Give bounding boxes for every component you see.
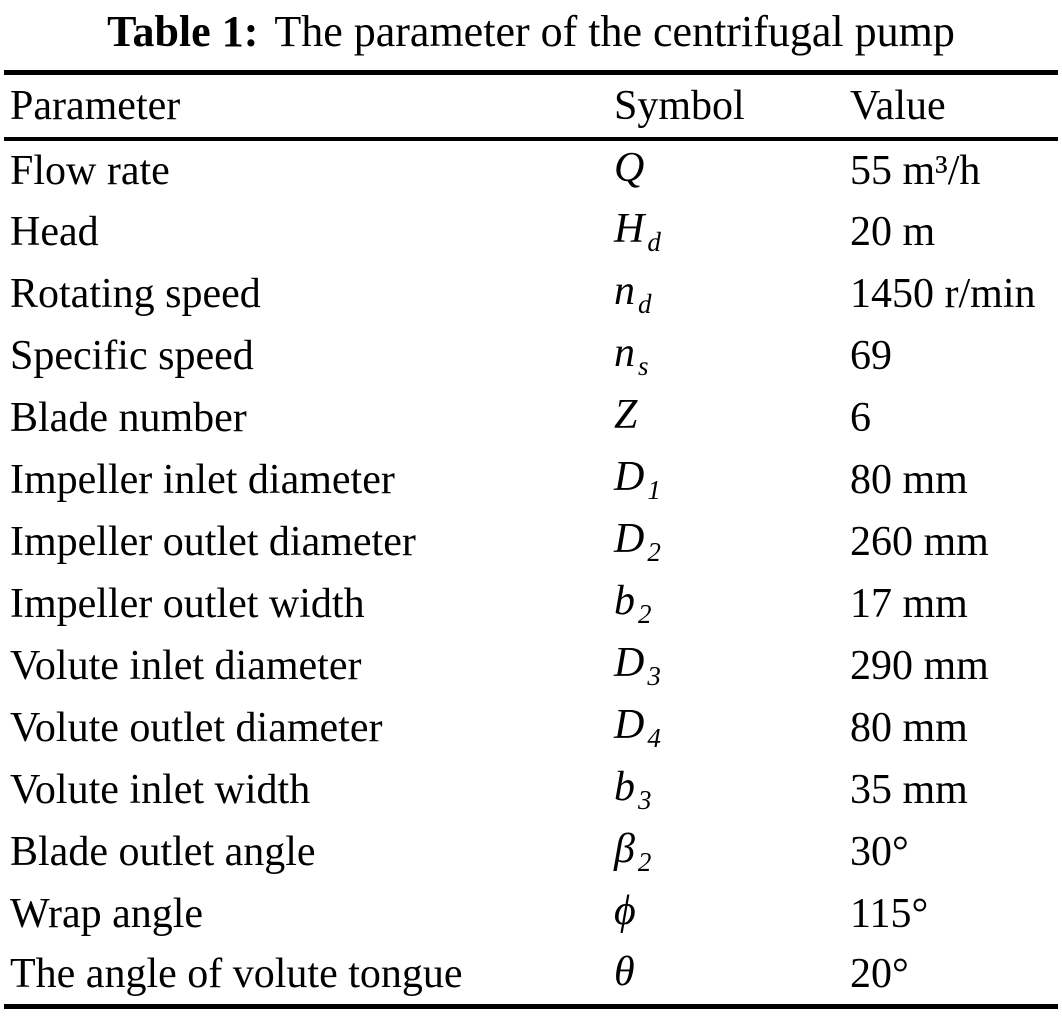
col-header-symbol: Symbol [614,73,850,139]
table-row [4,139,1058,201]
value-cell: 1450 r/min [850,270,1036,317]
parameter-cell: Volute outlet diameter [10,704,383,751]
symbol-cell [614,821,850,883]
symbol-base: ϕ [614,888,636,934]
table-row [4,387,1058,449]
table-row [4,325,1058,387]
value-cell: 17 mm [850,580,968,627]
table-caption [0,0,1062,70]
parameter-cell: Volute inlet diameter [10,642,362,689]
symbol-cell [614,325,850,387]
value-cell: 290 mm [850,642,989,689]
value-cell: 30° [850,828,909,875]
parameter-cell: Flow rate [10,147,170,194]
symbol-subscript: d [638,289,652,319]
parameter-cell: Specific speed [10,332,254,379]
parameter-cell: Wrap angle [10,890,204,937]
table-row [4,697,1058,759]
value-cell: 260 mm [850,518,989,565]
symbol-cell [614,573,850,635]
table-row [4,759,1058,821]
symbol-subscript: 4 [647,723,661,753]
symbol-base: D [614,702,645,748]
symbol-cell [614,139,850,201]
col-header-parameter: Parameter [4,73,614,139]
symbol-base: β [614,826,635,872]
value-cell: 69 [850,332,892,379]
table-row [4,821,1058,883]
parameter-cell: Blade number [10,394,247,441]
col-header-value: Value [850,73,1058,139]
parameters-table [4,70,1058,1009]
symbol-base: b [614,578,635,624]
symbol-base: Q [614,145,645,191]
value-cell: 80 mm [850,704,968,751]
table-body [4,139,1058,1007]
table-row [4,635,1058,697]
symbol-base: Z [614,392,638,438]
symbol-base: n [614,330,635,376]
parameter-cell: Volute inlet width [10,766,311,813]
table-row [4,945,1058,1007]
table-caption-label: Table 1: [107,7,259,56]
parameter-cell: Rotating speed [10,270,261,317]
value-cell: 20° [850,951,909,998]
symbol-cell [614,945,850,1007]
value-cell: 115° [850,890,929,937]
table-header [4,73,1058,139]
symbol-base: D [614,516,645,562]
parameter-cell: Impeller outlet width [10,580,365,627]
symbol-base: b [614,764,635,810]
symbol-subscript: 1 [647,475,661,505]
symbol-cell [614,201,850,263]
symbol-base: θ [614,948,635,995]
symbol-base: n [614,268,635,314]
symbol-cell [614,697,850,759]
value-cell: 6 [850,394,871,441]
table-row [4,573,1058,635]
parameter-cell: Blade outlet angle [10,828,316,875]
value-cell: 35 mm [850,766,968,813]
header-row [4,73,1058,139]
symbol-cell [614,511,850,573]
parameter-cell: Impeller outlet diameter [10,518,416,565]
parameter-cell: Head [10,208,99,255]
symbol-subscript: s [638,351,649,381]
table-row [4,449,1058,511]
symbol-cell [614,263,850,325]
symbol-cell [614,759,850,821]
table-row [4,263,1058,325]
symbol-subscript: 2 [637,847,652,877]
value-cell: 80 mm [850,456,968,503]
parameter-cell: The angle of volute tongue [10,951,463,998]
symbol-base: D [614,454,645,500]
table-row [4,883,1058,945]
table-row [4,201,1058,263]
symbol-subscript: 3 [647,661,661,691]
symbol-cell [614,635,850,697]
symbol-base: H [614,206,645,252]
symbol-subscript: 2 [638,599,652,629]
symbol-cell [614,883,850,945]
symbol-subscript: 3 [638,785,652,815]
table-row [4,511,1058,573]
value-cell: 20 m [850,208,936,255]
parameter-cell: Impeller inlet diameter [10,456,395,503]
table-caption-text: The parameter of the centrifugal pump [274,7,955,56]
symbol-subscript: d [647,227,661,257]
symbol-cell [614,449,850,511]
symbol-cell [614,387,850,449]
symbol-subscript: 2 [647,537,661,567]
value-cell: 55 m³/h [850,147,981,194]
symbol-base: D [614,640,645,686]
